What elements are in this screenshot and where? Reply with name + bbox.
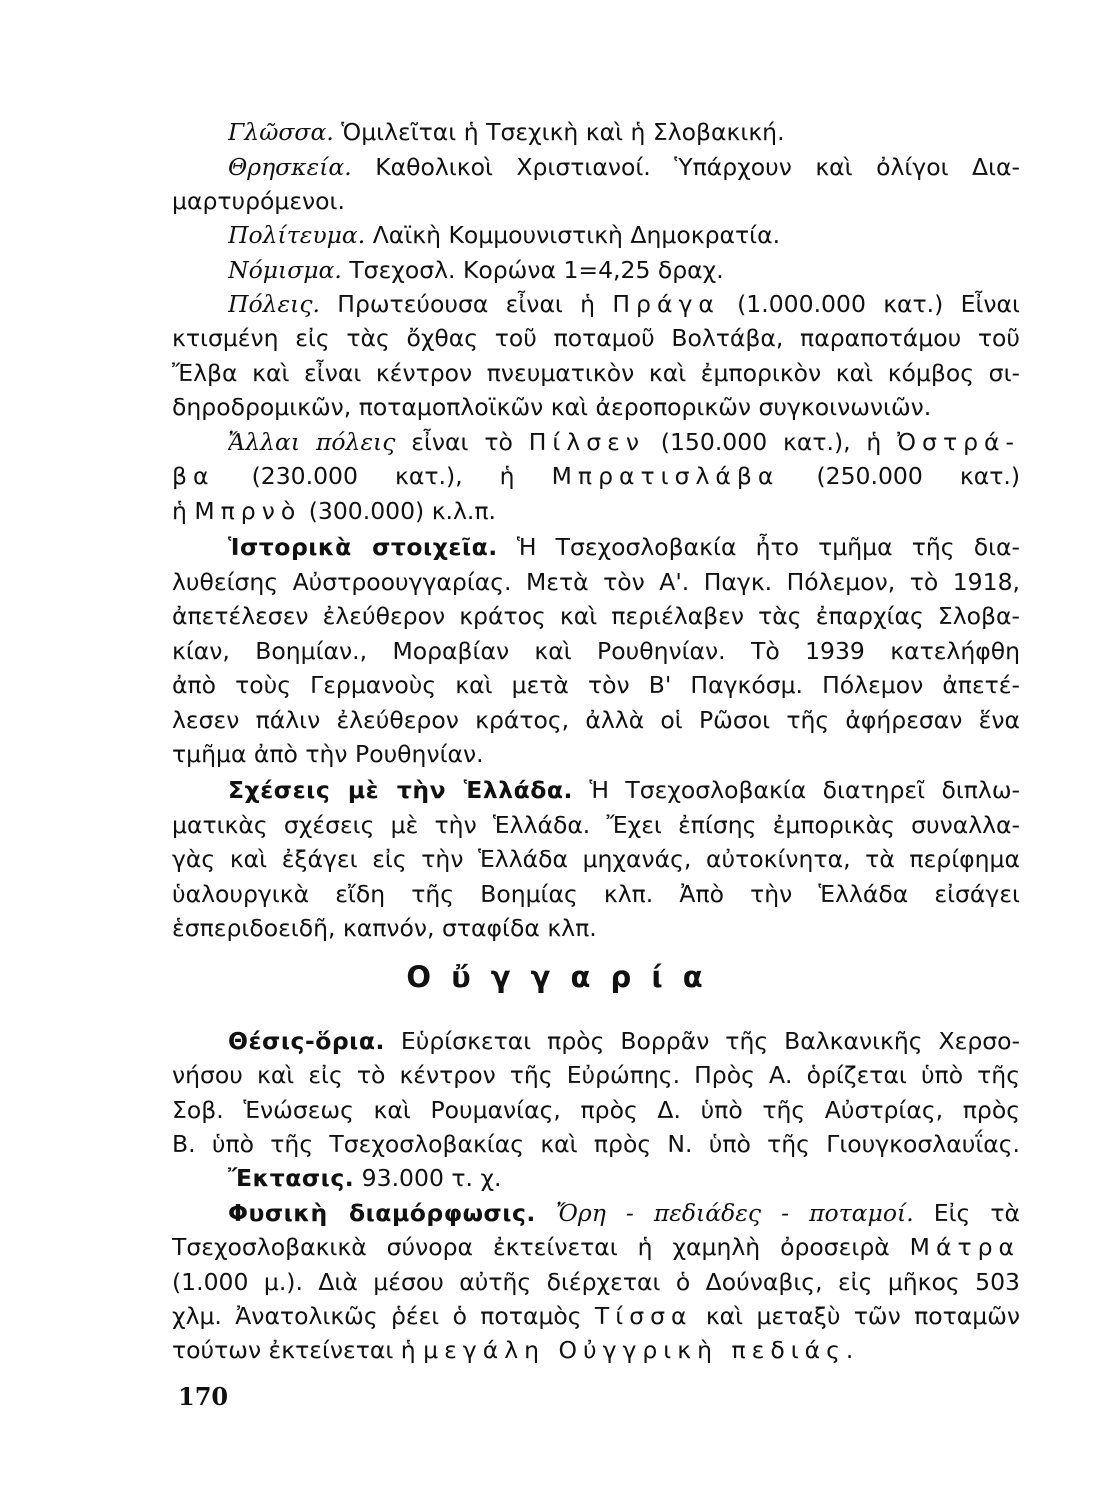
text-line: Β. ὑπὸ τῆς Τσεχοσλοβακίας καὶ πρὸς Ν. ὑπὸ τῆς Γιουγκοσλαυΐας. bbox=[172, 1130, 1020, 1158]
mountain-matra: Μάτρα bbox=[909, 1233, 1020, 1261]
religion-label: Θρησκεία. bbox=[228, 153, 352, 181]
text-line: ἀπὸ τοὺς Γερμανοὺς καὶ μετὰ τὸν Β' Παγκόσμ. Πόλεμον ἀπετέ- bbox=[172, 671, 1020, 699]
text-line: χλμ. Ἀνατολικῶς ῥέει ὁ ποταμὸς Τίσσα καὶ μεταξὺ τῶν ποταμῶν bbox=[172, 1302, 1020, 1330]
section-title-hungary: Ο ὔ γ γ α ρ ί α bbox=[406, 960, 708, 994]
city-ostrava: Ὀστρά- bbox=[897, 428, 1020, 456]
text-line: (1.000 μ.). Διὰ μέσου αὐτῆς διέρχεται ὁ Δούναβις, εἰς μῆκος 503 bbox=[172, 1268, 1020, 1296]
text-line: ἀπετέλεσεν ἐλεύθερον κράτος καὶ περιέλαβεν τὰς ἐπαρχίας Σλοβα- bbox=[172, 602, 1020, 630]
area-label: Ἔκτασις. bbox=[228, 1164, 355, 1192]
area-line: Ἔκτασις. 93.000 τ. χ. bbox=[228, 1164, 502, 1192]
text-line: νήσου καὶ εἰς τὸ κέντρον τῆς Εὐρώπης. Πρὸς Α. ὁρίζεται ὑπὸ τῆς bbox=[172, 1061, 1020, 1089]
text-line: Τσεχοσλοβακικὰ σύνορα ἐκτείνεται ἡ χαμηλὴ ὀροσειρὰ Μάτρα bbox=[172, 1233, 1020, 1261]
city-prague: Πράγα bbox=[612, 290, 720, 318]
position-borders-label: Θέσις-ὅρια. bbox=[228, 1027, 385, 1055]
relations-label: Σχέσεις μὲ τὴν Ἑλλάδα. bbox=[228, 776, 573, 804]
river-tisza: Τίσσα bbox=[594, 1302, 693, 1330]
text-line: τούτων ἐκτείνεται ἡ μεγάλη Οὐγγρικὴ πεδιάς. bbox=[172, 1336, 860, 1364]
text-line: τμῆμα ἀπὸ τὴν Ρουθηνίαν. bbox=[172, 740, 484, 768]
religion-line-cont: μαρτυρόμενοι. bbox=[172, 187, 345, 215]
text-line: λεσεν πάλιν ἐλεύθερον κράτος, ἀλλὰ οἱ Ρῶσοι τῆς ἀφήρεσαν ἕνα bbox=[172, 706, 1020, 734]
text-line: βα (230.000 κατ.), ἡ Μπρατισλάβα (250.000 κατ.) bbox=[172, 462, 1020, 490]
text-line: κίαν, Βοημίαν., Μοραβίαν καὶ Ρουθηνίαν. Τὸ 1939 κατελήφθη bbox=[172, 637, 1020, 665]
other-cities-line: Ἄλλαι πόλεις εἶναι τὸ Πίλσεν (150.000 κατ.), ἡ Ὀστρά- bbox=[228, 428, 1020, 456]
text-line: Σοβ. Ἑνώσεως καὶ Ρουμανίας, πρὸς Δ. ὑπὸ τῆς Αὐστρίας, πρὸς bbox=[172, 1096, 1020, 1124]
physical-features-line: Φυσικὴ διαμόρφωσις. Ὄρη - πεδιάδες - ποταμοί. Εἰς τὰ bbox=[228, 1199, 1020, 1227]
text-line: ἡ Μπρνὸ (300.000) κ.λ.π. bbox=[172, 497, 497, 525]
page-number: 170 bbox=[178, 1382, 229, 1411]
city-bratislava: Μπρατισλάβα bbox=[551, 462, 780, 490]
text-line: δηροδρομικῶν, ποταμοπλοϊκῶν καὶ ἀεροπορικῶν συγκοινωνιῶν. bbox=[172, 393, 932, 421]
government-label: Πολίτευμα. bbox=[228, 221, 366, 249]
currency-label: Νόμισμα. bbox=[228, 256, 342, 284]
other-cities-label: Ἄλλαι πόλεις bbox=[228, 428, 396, 456]
text-line: ὑαλουργικὰ εἴδη τῆς Βοημίας κλπ. Ἀπὸ τὴν Ἑλλάδα εἰσάγει bbox=[172, 880, 1020, 908]
language-line: Γλῶσσα. Ὁμιλεῖται ἡ Τσεχικὴ καὶ ἡ Σλοβακική. bbox=[228, 118, 785, 146]
text-line: ματικὰς σχέσεις μὲ τὴν Ἑλλάδα. Ἔχει ἐπίσης ἐμπορικὰς συναλλα- bbox=[172, 811, 1020, 839]
text-line: Ἔλβα καὶ εἶναι κέντρον πνευματικὸν καὶ ἐμπορικὸν καὶ κόμβος σι- bbox=[172, 359, 1020, 387]
physical-features-label: Φυσικὴ διαμόρφωσις. bbox=[228, 1199, 536, 1227]
text-line: ἑσπεριδοειδῆ, καπνόν, σταφίδα κλπ. bbox=[172, 914, 597, 942]
history-line: Ἱστορικὰ στοιχεῖα. Ἡ Τσεχοσλοβακία ἦτο τμῆμα τῆς δια- bbox=[228, 533, 1020, 561]
relations-line: Σχέσεις μὲ τὴν Ἑλλάδα. Ἡ Τσεχοσλοβακία διατηρεῖ διπλω- bbox=[228, 776, 1020, 804]
cities-line: Πόλεις. Πρωτεύουσα εἶναι ἡ Πράγα (1.000.000 κατ.) Εἶναι bbox=[228, 290, 1020, 318]
position-borders-line: Θέσις-ὅρια. Εὑρίσκεται πρὸς Βορρᾶν τῆς Βαλκανικῆς Χερσο- bbox=[228, 1027, 1020, 1055]
currency-line: Νόμισμα. Τσεχοσλ. Κορώνα 1=4,25 δραχ. bbox=[228, 256, 724, 284]
cities-label: Πόλεις. bbox=[228, 290, 320, 318]
city-brno: Μπρνὸ bbox=[194, 497, 302, 525]
religion-line: Θρησκεία. Καθολικοὶ Χριστιανοί. Ὑπάρχουν καὶ ὀλίγοι Δια- bbox=[228, 153, 1020, 181]
text-line: γὰς καὶ ἐξάγει εἰς τὴν Ἑλλάδα μηχανάς, αὐτοκίνητα, τὰ περίφημα bbox=[172, 845, 1020, 873]
language-label: Γλῶσσα. bbox=[228, 118, 334, 146]
great-hungarian-plain: μεγάλη Οὐγγρικὴ πεδιάς. bbox=[423, 1336, 860, 1364]
text-line: κτισμένη εἰς τὰς ὄχθας τοῦ ποταμοῦ Βολτάβα, παραποτάμου τοῦ bbox=[172, 324, 1020, 352]
history-label: Ἱστορικὰ στοιχεῖα. bbox=[228, 533, 498, 561]
city-pilsen: Πίλσεν bbox=[528, 428, 645, 456]
government-line: Πολίτευμα. Λαϊκὴ Κομμουνιστικὴ Δημοκρατία. bbox=[228, 221, 781, 249]
text-line: λυθείσης Αὐστροουγγαρίας. Μετὰ τὸν Α'. Παγκ. Πόλεμον, τὸ 1918, bbox=[172, 568, 1020, 596]
